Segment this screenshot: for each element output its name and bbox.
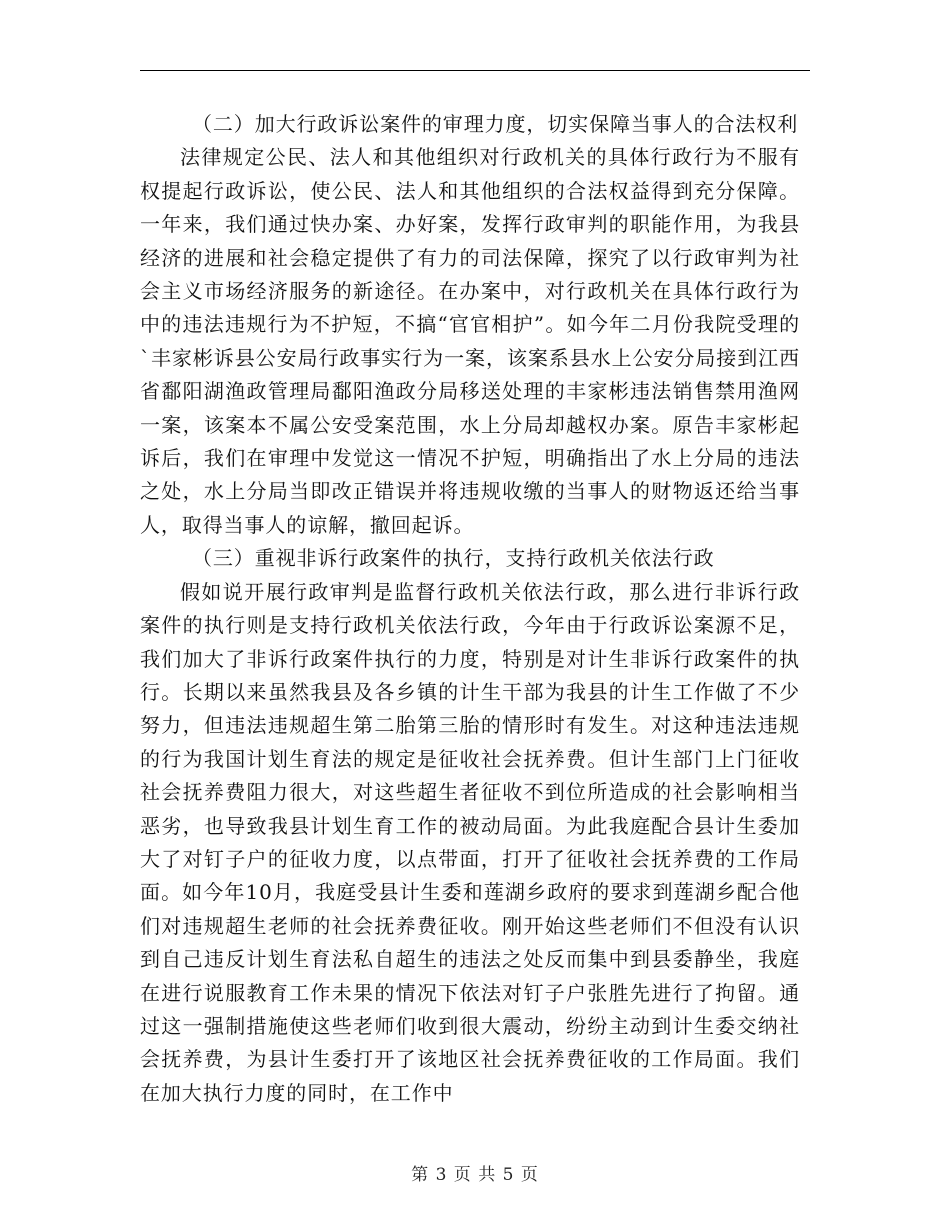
- header-rule: [140, 70, 810, 71]
- body-paragraph: 假如说开展行政审判是监督行政机关依法行政，那么进行非诉行政案件的执行则是支持行政机关依法行政，今年由于行政诉讼案源不足，我们加大了非诉行政案件执行的力度，特别是对计生非诉行政案件的执行。长期以来虽然我县及各乡镇的计生干部为我县的计生工作做了不少努力，但违法违规超生第二胎第三胎的情形时有发生。对这种违法违规的行为我国计划生育法的规定是征收社会抚养费。但计生部门上门征收社会抚养费阻力很大，对这些超生者征收不到位所造成的社会影响相当恶劣，也导致我县计划生育工作的被动局面。为此我庭配合县计生委加大了对钉子户的征收力度，以点带面，打开了征收社会抚养费的工作局面。如今年10月，我庭受县计生委和莲湖乡政府的要求到莲湖乡配合他们对违规超生老师的社会抚养费征收。刚开始这些老师们不但没有认识到自己违反计划生育法私自超生的违法之处反而集中到县委静坐，我庭在进行说服教育工作未果的情况下依法对钉子户张胜先进行了拘留。通过这一强制措施使这些老师们收到很大震动，纷纷主动到计生委交纳社会抚养费，为县计生委打开了该地区社会抚养费征收的工作局面。我们在加大执行力度的同时，在工作中: [140, 579, 800, 1105]
- document-body: [140, 108, 800, 1110]
- section-heading-2: （二）加大行政诉讼案件的审理力度，切实保障当事人的合法权利: [192, 112, 799, 136]
- section-heading-3: （三）重视非诉行政案件的执行，支持行政机关依法行政: [192, 546, 715, 571]
- body-paragraph: 法律规定公民、法人和其他组织对行政机关的具体行政行为不服有权提起行政诉讼，使公民、法人和其他组织的合法权益得到充分保障。一年来，我们通过快办案、办好案，发挥行政审判的职能作用，为我县经济的进展和社会稳定提供了有力的司法保障，探究了以行政审判为社会主义市场经济服务的新途径。在办案中，对行政机关在具体行政行为中的违法违规行为不护短，不搞“官官相护”。如今年二月份我院受理的`丰家彬诉县公安局行政事实行为一案，该案系县水上公安分局接到江西省鄱阳湖渔政管理局鄱阳渔政分局移送处理的丰家彬违法销售禁用渔网一案，该案本不属公安受案范围，水上分局却越权办案。原告丰家彬起诉后，我们在审理中发觉这一情况不护短，明确指出了水上分局的违法之处，水上分局当即改正错误并将违规收缴的当事人的财物返还给当事人，取得当事人的谅解，撤回起诉。: [140, 145, 800, 537]
- page-footer: 第 3 页 共 5 页: [411, 1165, 539, 1185]
